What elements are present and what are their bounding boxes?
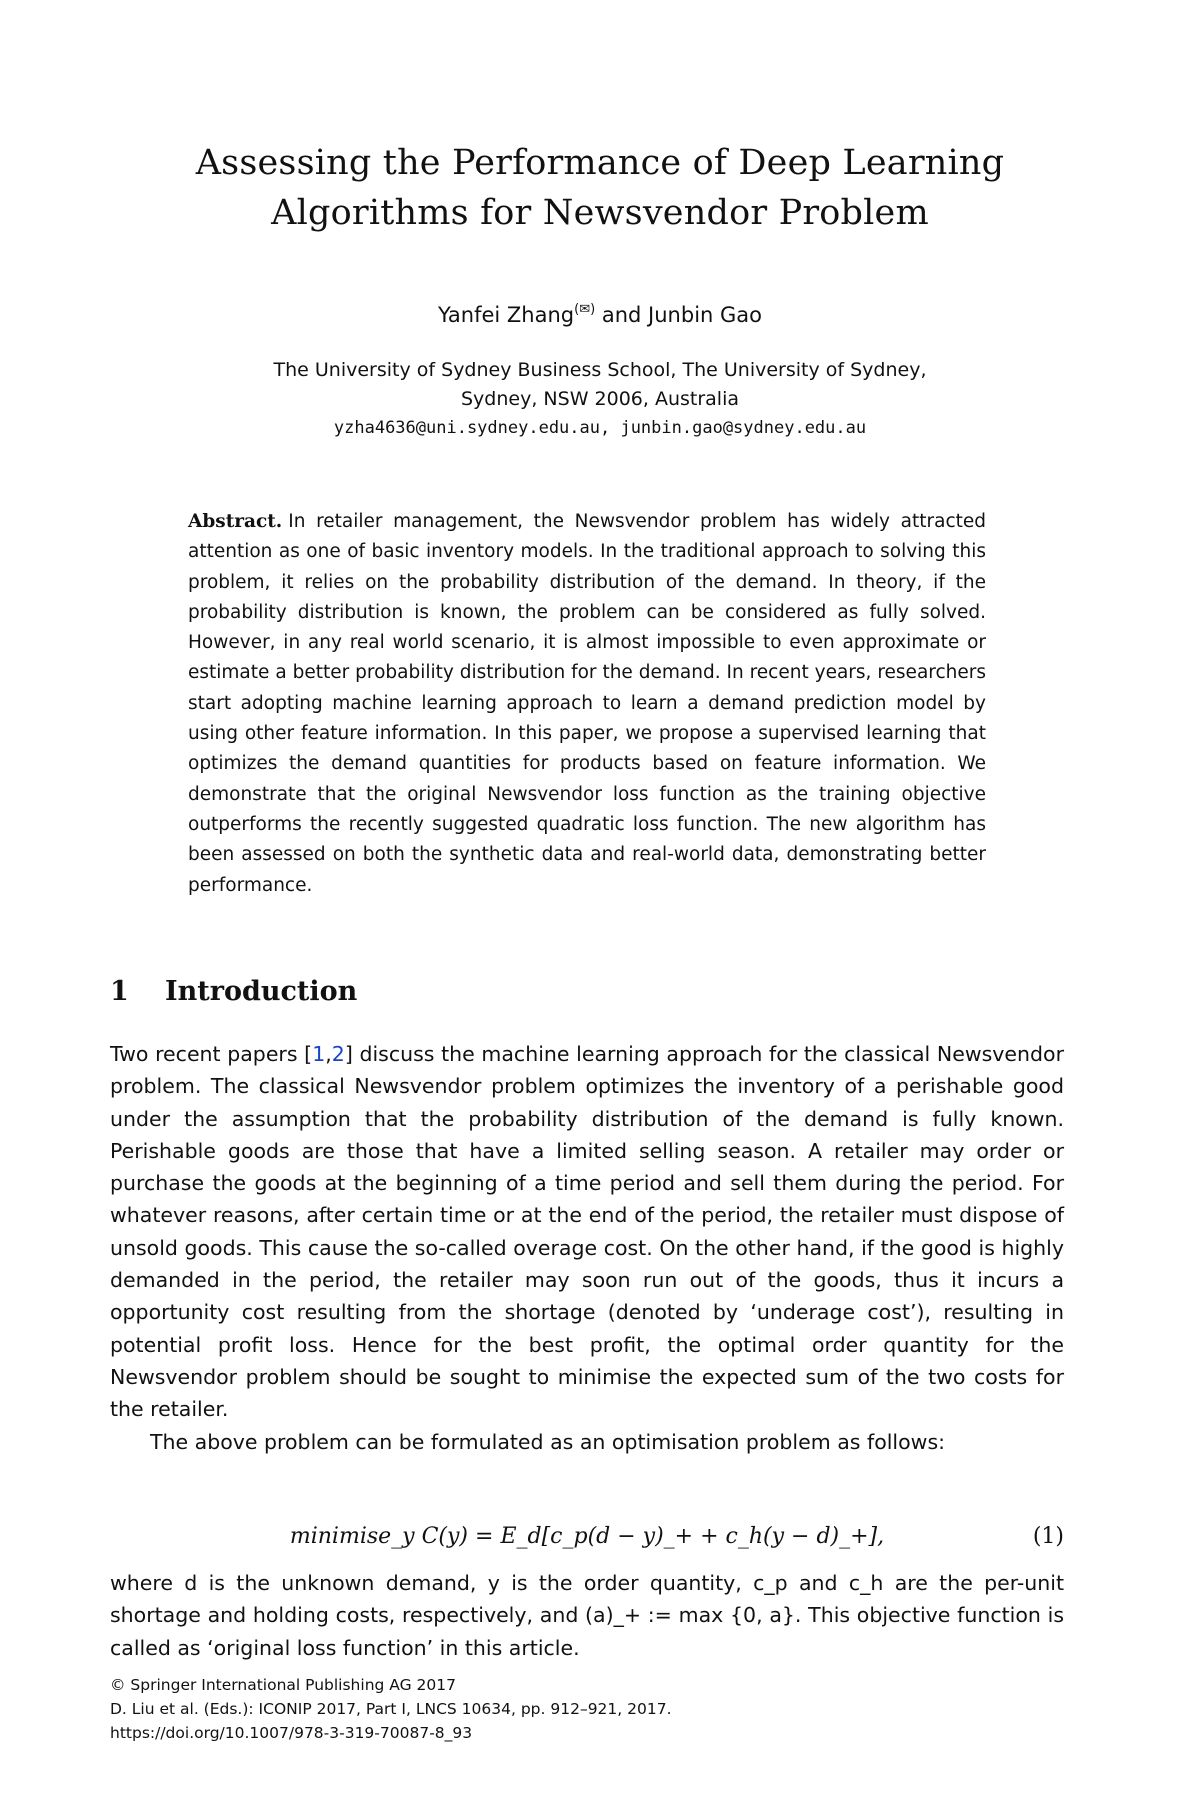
paragraph-text: ] discuss the machine learning approach for the classical Newsvendor problem. The classical Newsvendor problem optimizes the inventory of a perishable good under the assumption that the probability distribution of the demand is fully known. Perishable goods are those that have a limited selling season. A retailer may order or purchase the goods at the beginning of a time period and sell them during the period. For whatever reasons, after certain time or at the end of the period, the retailer must dispose of unsold goods. This cause the so-called overage cost. On the other hand, if the good is highly demanded in the period, the retailer may soon run out of the goods, thus it incurs a opportunity cost resulting from the shortage (denoted by ‘underage cost’), resulting in potential profit loss. Hence for the best profit, the optimal order quantity for the Newsvendor problem should be sought to minimise the expected sum of the two costs for the retailer.	[110, 1042, 1064, 1422]
author-emails: yzha4636@uni.sydney.edu.au, junbin.gao@sydney.edu.au	[333, 418, 867, 438]
author-name: Yanfei Zhang	[437, 303, 575, 327]
citation-line: D. Liu et al. (Eds.): ICONIP 2017, Part I, LNCS 10634, pp. 912–921, 2017.	[110, 1700, 672, 1718]
abstract	[188, 507, 986, 901]
affiliation-line: The University of Sydney Business School, The University of Sydney,	[273, 359, 927, 381]
copyright-footer	[110, 1673, 1010, 1745]
abstract-label: Abstract.	[188, 511, 283, 532]
paragraph	[110, 1038, 1064, 1426]
citation-link[interactable]: 1	[312, 1042, 326, 1066]
author-list	[110, 296, 1090, 329]
citation-separator: ,	[325, 1042, 332, 1066]
corresponding-author-mark: (✉)	[574, 302, 596, 317]
equation-number: (1)	[1032, 1524, 1064, 1549]
paragraph: The above problem can be formulated as an optimisation problem as follows:	[150, 1429, 946, 1454]
section-heading	[110, 976, 357, 1007]
affiliation-line: Sydney, NSW 2006, Australia	[461, 388, 739, 410]
paragraph-text: Two recent papers [	[110, 1042, 313, 1066]
citation-link[interactable]: 2	[331, 1042, 345, 1066]
abstract-text: In retailer management, the Newsvendor problem has widely attracted attention as one of basic inventory models. In the traditional approach to solving this problem, it relies on the probability distribution of the demand. In theory, if the probability distribution is known, the problem can be considered as fully solved. However, in any real world scenario, it is almost impossible to even approximate or estimate a better probability distribution for the demand. In recent years, researchers start adopting machine learning approach to learn a demand prediction model by using other feature information. In this paper, we propose a supervised learning that optimizes the demand quantities for products based on feature information. We demonstrate that the original Newsvendor loss function as the training objective outperforms the recently suggested quadratic loss function. The new algorithm has been assessed on both the synthetic data and real-world data, demonstrating better performance.	[188, 511, 986, 896]
author-separator: and	[595, 303, 649, 327]
equation-1	[110, 1520, 1064, 1554]
section-number: 1	[110, 976, 129, 1007]
section-title: Introduction	[165, 976, 358, 1007]
introduction-body	[110, 1038, 1064, 1458]
paragraph: where d is the unknown demand, y is the order quantity, c_p and c_h are the per-unit shortage and holding costs, respectively, and (a)_+ := max {0, a}. This objective function is called as ‘original loss function’ in this article.	[110, 1571, 1064, 1660]
equation-formula: minimise_y C(y) = E_d[c_p(d − y)_+ + c_h(y − d)_+],	[289, 1524, 885, 1549]
copyright-line: © Springer International Publishing AG 2017	[110, 1676, 456, 1694]
author-name: Junbin Gao	[648, 303, 762, 327]
title-line-2: Algorithms for Newsvendor Problem	[271, 193, 929, 233]
title-line-1: Assessing the Performance of Deep Learning	[195, 143, 1005, 183]
affiliation-block	[110, 356, 1090, 443]
paper-title	[110, 138, 1090, 238]
doi-link[interactable]: https://doi.org/10.1007/978-3-319-70087-8_93	[110, 1724, 473, 1742]
